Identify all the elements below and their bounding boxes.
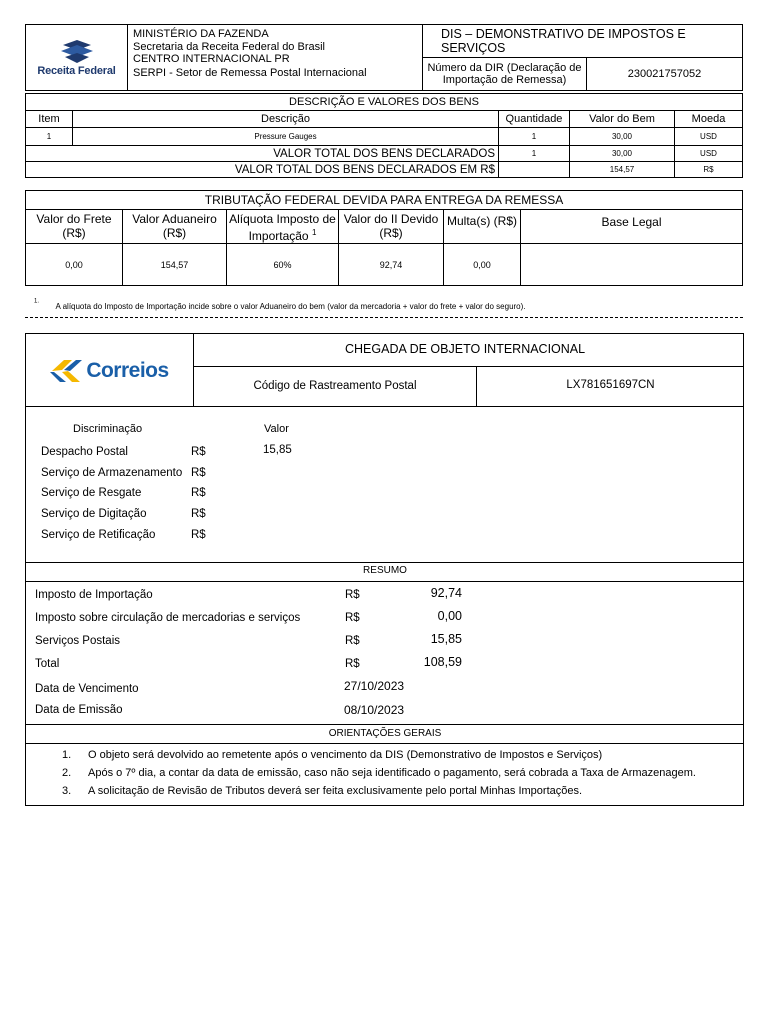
tax-h-ii: Valor do II Devido (R$) [339, 210, 444, 244]
issue-date-label: Data de Emissão [35, 704, 123, 716]
goods-total-value: 30,00 [570, 146, 675, 162]
orient-number: 3. [62, 785, 72, 797]
tax-h-frete: Valor do Frete (R$) [26, 210, 123, 244]
service-currency: R$ [191, 466, 206, 479]
goods-row-currency: USD [675, 128, 743, 146]
goods-col-qty: Quantidade [499, 111, 570, 128]
service-name: Serviço de Resgate [41, 487, 142, 500]
orient-title: ORIENTAÇÕES GERAIS [328, 728, 442, 739]
dir-label: Número da DIR (Declaração de Importação de Remessa) [423, 58, 587, 91]
tax-h-aliquota-sup: 1 [311, 228, 317, 237]
tax-h-multa: Multa(s) (R$) [444, 210, 521, 244]
service-currency: R$ [191, 528, 206, 541]
tax-h-aliquota-text: Alíquota Imposto de Importação [229, 212, 336, 243]
issue-date-value: 08/10/2023 [344, 703, 405, 717]
resumo-currency: R$ [345, 612, 360, 624]
centro-name: CENTRO INTERNACIONAL PR [133, 53, 290, 65]
tax-h-aduaneiro: Valor Aduaneiro (R$) [123, 210, 227, 244]
list-item [41, 506, 341, 527]
goods-col-item: Item [26, 111, 73, 128]
due-date-row [35, 679, 465, 702]
goods-col-currency: Moeda [675, 111, 743, 128]
goods-total-brl-label: VALOR TOTAL DOS BENS DECLARADOS EM R$ [26, 162, 499, 178]
service-name: Serviço de Retificação [41, 528, 156, 541]
goods-row-qty: 1 [499, 128, 570, 146]
resumo-label: Imposto de Importação [35, 589, 153, 601]
service-currency: R$ [191, 487, 206, 500]
goods-col-desc: Descrição [73, 111, 499, 128]
resumo-currency: R$ [345, 658, 360, 670]
tax-h-base: Base Legal [521, 210, 743, 244]
tax-title: TRIBUTAÇÃO FEDERAL DEVIDA PARA ENTREGA DA REMESSA [26, 191, 743, 210]
correios-title: CHEGADA DE OBJETO INTERNACIONAL [193, 334, 744, 367]
resumo-currency: R$ [345, 589, 360, 601]
list-item [35, 655, 465, 678]
due-date-value: 27/10/2023 [344, 679, 405, 693]
issue-date-row [35, 702, 465, 725]
rf-logo-cell [26, 25, 128, 91]
list-item [62, 749, 742, 767]
service-name: Serviço de Digitação [41, 508, 147, 521]
list-item [41, 444, 341, 465]
goods-row-item: 1 [26, 128, 73, 146]
tax-v-base [521, 244, 743, 286]
goods-title: DESCRIÇÃO E VALORES DOS BENS [26, 94, 743, 111]
resumo-list [35, 586, 465, 678]
correios-logo-cell [26, 334, 193, 407]
service-name: Serviço de Armazenamento [41, 466, 183, 479]
goods-total-brl-empty [499, 162, 570, 178]
tracking-label: Código de Rastreamento Postal [193, 367, 476, 407]
list-item [35, 586, 465, 609]
resumo-label: Serviços Postais [35, 635, 121, 647]
footnote-text: A alíquota do Imposto de Importação incide sobre o valor Aduaneiro do bem (valor da mercadoria + valor do frete + valor do seguro). [55, 302, 526, 311]
orient-title-divider [26, 743, 744, 744]
cut-line-divider [25, 317, 743, 318]
goods-total-qty: 1 [499, 146, 570, 162]
orient-text: Após o 7º dia, a contar da data de emissão, caso não seja identificado o pagamento, será cobrada a Taxa de Armazenagem. [88, 767, 696, 779]
doc-title: DIS – DEMONSTRATIVO DE IMPOSTOS E SERVIÇOS [423, 25, 743, 58]
service-currency: R$ [191, 446, 206, 458]
services-list [41, 444, 341, 547]
list-item [35, 632, 465, 655]
orient-text: A solicitação de Revisão de Tributos deverá ser feita exclusivamente pelo portal Minhas Importações. [88, 785, 583, 797]
services-col-disc: Discriminação [73, 423, 143, 435]
goods-total-label: VALOR TOTAL DOS BENS DECLARADOS [26, 146, 499, 162]
tax-table [25, 190, 743, 286]
correios-logo-text: Correios [86, 358, 169, 382]
resumo-title-divider [26, 581, 744, 582]
service-value: 15,85 [263, 444, 292, 456]
resumo-label: Total [35, 658, 60, 670]
services-col-valor: Valor [264, 423, 289, 435]
list-item [62, 785, 742, 803]
goods-total-currency: USD [675, 146, 743, 162]
goods-row-desc: Pressure Gauges [73, 128, 499, 146]
service-name: Despacho Postal [41, 446, 128, 458]
resumo-value: 92,74 [430, 586, 462, 600]
table-row [26, 128, 743, 146]
receita-federal-logo-icon [57, 39, 97, 65]
tax-v-multa: 0,00 [444, 244, 521, 286]
footnote-marker: 1. [34, 298, 40, 305]
goods-table [25, 93, 743, 178]
ministry-cell [128, 25, 423, 91]
serpi-name: SERPI - Setor de Remessa Postal Internacional [133, 66, 367, 79]
resumo-value: 15,85 [430, 632, 462, 646]
orient-number: 2. [62, 767, 72, 779]
table-row [26, 244, 743, 286]
tax-v-aduaneiro: 154,57 [123, 244, 227, 286]
correios-logo-icon [50, 358, 84, 384]
correios-header-divider [26, 406, 744, 407]
list-item [41, 465, 341, 486]
tax-v-aliquota: 60% [227, 244, 339, 286]
due-date-label: Data de Vencimento [35, 683, 139, 695]
resumo-currency: R$ [345, 635, 360, 647]
list-item [62, 767, 742, 785]
tax-h-aliquota [227, 210, 339, 244]
secretaria-name: Secretaria da Receita Federal do Brasil [133, 40, 325, 53]
resumo-value: 108,59 [423, 655, 462, 669]
goods-col-value: Valor do Bem [570, 111, 675, 128]
list-item [41, 527, 341, 548]
orient-number: 1. [62, 749, 72, 761]
goods-total-brl-currency: R$ [675, 162, 743, 178]
resumo-value: 0,00 [437, 609, 462, 623]
service-currency: R$ [191, 508, 206, 521]
dir-number: 230021757052 [587, 58, 743, 91]
correios-section [25, 333, 744, 806]
list-item [35, 609, 465, 632]
resumo-label: Imposto sobre circulação de mercadorias e serviços [35, 612, 301, 624]
goods-row-value: 30,00 [570, 128, 675, 146]
orient-list [62, 749, 742, 803]
goods-total-brl-value: 154,57 [570, 162, 675, 178]
orient-text: O objeto será devolvido ao remetente após o vencimento da DIS (Demonstrativo de Impostos e Serviços) [88, 749, 603, 761]
tax-v-ii: 92,74 [339, 244, 444, 286]
resumo-title: RESUMO [363, 565, 407, 576]
list-item [41, 485, 341, 506]
tax-v-frete: 0,00 [26, 244, 123, 286]
rf-logo-text: Receita Federal [37, 64, 116, 77]
footnote [34, 296, 754, 310]
header-table [25, 24, 743, 91]
ministry-name: MINISTÉRIO DA FAZENDA [133, 28, 269, 40]
tracking-code: LX781651697CN [476, 367, 744, 407]
